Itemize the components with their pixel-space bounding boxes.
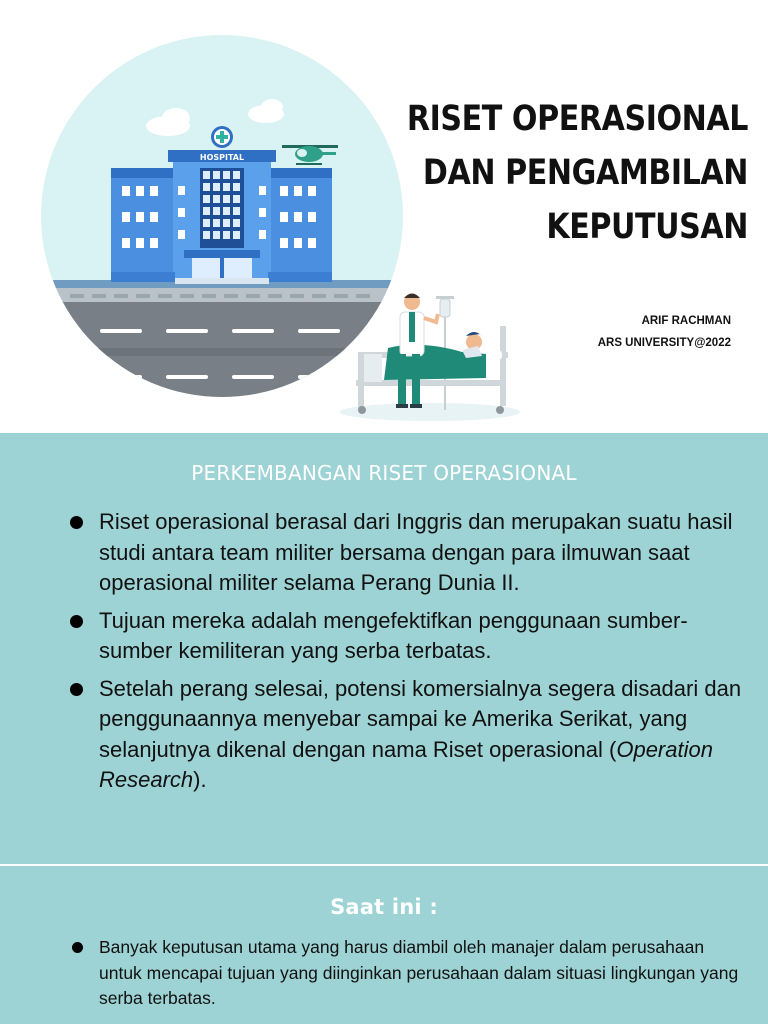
list-item (70, 935, 750, 1012)
section-title: PERKEMBANGAN RISET OPERASIONAL (191, 461, 577, 485)
history-slide (0, 433, 768, 864)
title-line-1: RISET OPERASIONAL (406, 99, 748, 139)
section-title: Saat ini : (330, 895, 438, 919)
author-block (598, 310, 731, 354)
bullet-list (70, 507, 750, 803)
title-line-2: DAN PENGAMBILAN (422, 153, 748, 193)
bullet-text: Riset operasional berasal dari Inggris dan merupakan suatu hasil studi antara team militer bersama dengan para ilmuwan saat operasional militer selama Perang Dunia II. (99, 509, 733, 595)
list-item (70, 507, 750, 599)
title-line-3: KEPUTUSAN (546, 207, 748, 247)
bullet-list (70, 935, 750, 1020)
bullet-icon (72, 942, 83, 953)
current-slide (0, 866, 768, 1024)
bullet-text-italic: Operation Research (99, 736, 713, 792)
bullet-icon (70, 516, 83, 529)
cover-slide (0, 0, 768, 432)
author-name: ARIF RACHMAN (641, 315, 731, 327)
bullet-text (99, 676, 741, 793)
hospital-sign: HOSPITAL (199, 153, 245, 162)
bullet-icon (70, 683, 83, 696)
list-item (70, 606, 750, 667)
bullet-icon (70, 615, 83, 628)
helicopter-icon (282, 145, 338, 165)
presentation-title (404, 92, 748, 254)
bullet-text-main: Setelah perang selesai, potensi komersialnya segera disadari dan penggunaannya menyebar sampai ke Amerika Serikat, yang selanjutnya dikenal dengan nama Riset operasional ( (99, 675, 742, 762)
bullet-text-end: ). (193, 767, 207, 792)
list-item (70, 674, 750, 796)
bullet-text: Banyak keputusan utama yang harus diambil oleh manajer dalam perusahaan untuk mencapai tujuan yang diinginkan perusahaan dalam situasi lingkungan yang serba terbatas. (99, 937, 739, 1008)
bullet-text: Tujuan mereka adalah mengefektifkan penggunaan sumber-sumber kemiliteran yang serba terbatas. (99, 607, 688, 663)
author-affiliation: ARS UNIVERSITY@2022 (597, 337, 731, 349)
